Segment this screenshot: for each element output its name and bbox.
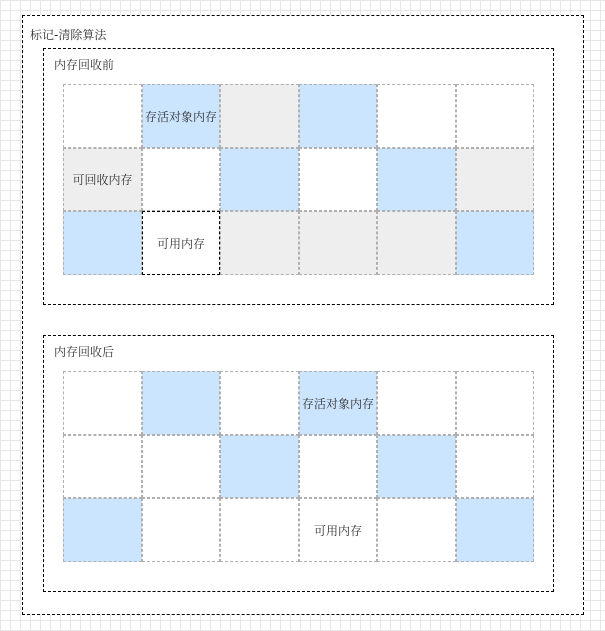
memory-cell-garbage bbox=[220, 211, 299, 275]
memory-cell-garbage bbox=[456, 148, 534, 211]
memory-cell-live bbox=[63, 498, 142, 562]
memory-cell-empty bbox=[63, 371, 142, 435]
panel-after-title: 内存回收后 bbox=[54, 345, 115, 359]
memory-cell-live bbox=[299, 371, 377, 435]
memory-cell-live bbox=[142, 371, 220, 435]
memory-cell-live bbox=[299, 84, 377, 148]
memory-cell-empty bbox=[377, 84, 456, 148]
memory-cell-empty bbox=[142, 498, 220, 562]
memory-cell-empty bbox=[299, 148, 377, 211]
memory-cell-empty bbox=[299, 435, 377, 498]
memory-cell-label: 存活对象内存 bbox=[144, 109, 217, 124]
memory-cell-live bbox=[377, 148, 456, 211]
memory-cell-label: 可回收内存 bbox=[72, 173, 133, 187]
memory-grid-before bbox=[63, 84, 534, 275]
memory-cell-empty bbox=[142, 148, 220, 211]
memory-cell-empty bbox=[377, 371, 456, 435]
memory-cell-label: 存活对象内存 bbox=[301, 396, 374, 411]
memory-cell-live bbox=[377, 435, 456, 498]
memory-cell-garbage bbox=[377, 211, 456, 275]
memory-cell-garbage bbox=[299, 211, 377, 275]
panel-before-title: 内存回收前 bbox=[54, 58, 115, 72]
memory-grid-after bbox=[63, 371, 534, 562]
memory-cell-empty bbox=[299, 498, 377, 562]
memory-cell-empty bbox=[142, 211, 220, 275]
memory-cell-empty bbox=[456, 435, 534, 498]
memory-cell-empty bbox=[142, 435, 220, 498]
memory-cell-empty bbox=[63, 435, 142, 498]
memory-cell-empty bbox=[63, 84, 142, 148]
memory-cell-empty bbox=[456, 371, 534, 435]
memory-cell-live bbox=[456, 498, 534, 562]
memory-cell-empty bbox=[220, 498, 299, 562]
memory-cell-live bbox=[63, 211, 142, 275]
memory-cell-garbage bbox=[220, 84, 299, 148]
memory-cell-empty bbox=[220, 371, 299, 435]
memory-cell-empty bbox=[456, 84, 534, 148]
memory-cell-label: 可用内存 bbox=[313, 523, 362, 538]
memory-cell-live bbox=[220, 435, 299, 498]
memory-cell-live bbox=[456, 211, 534, 275]
diagram-title: 标记-清除算法 bbox=[30, 28, 107, 42]
memory-cell-garbage bbox=[63, 148, 142, 211]
memory-cell-live bbox=[220, 148, 299, 211]
memory-cell-live bbox=[142, 84, 220, 148]
memory-cell-empty bbox=[377, 498, 456, 562]
memory-cell-label: 可用内存 bbox=[156, 236, 205, 251]
